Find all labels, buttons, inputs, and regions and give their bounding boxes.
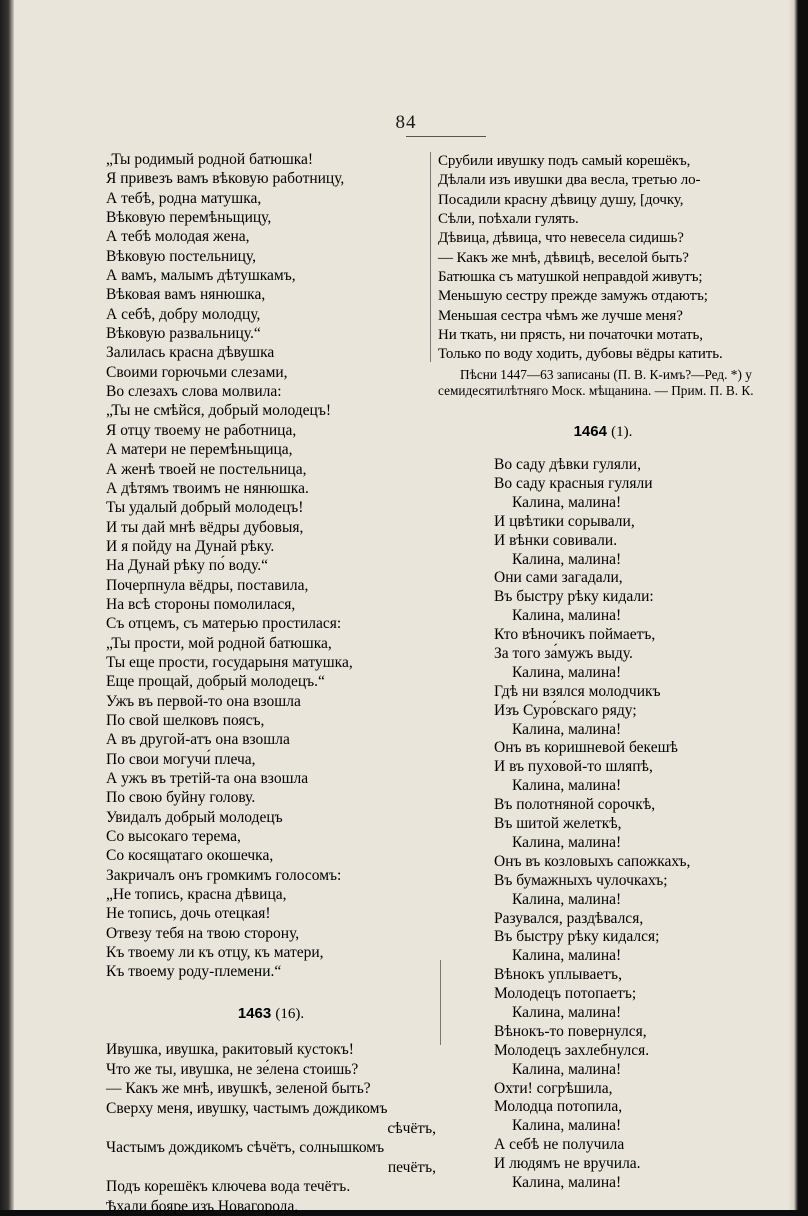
verse-line: Охти! согрѣшила, bbox=[494, 1079, 613, 1097]
verse-line: Въ быстру рѣку кидался; bbox=[494, 928, 660, 946]
verse-line: Молодецъ захлебнулся. bbox=[494, 1041, 650, 1059]
refrain-line: Калина, малина! bbox=[512, 493, 622, 511]
header-rule bbox=[406, 136, 486, 137]
refrain-line: Калина, малина! bbox=[512, 663, 622, 681]
refrain-line: Калина, малина! bbox=[512, 777, 622, 795]
left-column bbox=[106, 150, 441, 1216]
verse-line: А дѣтямъ твоимъ не нянюшка. bbox=[106, 479, 309, 497]
verse-line: И цвѣтики сорывали, bbox=[494, 512, 635, 530]
verse-line: И людямъ не вручила. bbox=[494, 1155, 641, 1173]
verse-line: Въ шитой желеткѣ, bbox=[494, 815, 622, 833]
verse-line: Частымъ дождикомъ сѣчётъ, солнышкомъ bbox=[106, 1139, 385, 1157]
page-number: 84 bbox=[395, 112, 417, 133]
refrain-line: Калина, малина! bbox=[512, 1173, 622, 1191]
verse-line: Кто вѣночикъ поймаетъ, bbox=[494, 626, 656, 644]
verse-line: Подъ корешёкъ ключева вода течётъ. bbox=[106, 1178, 351, 1196]
verse-line: — Какъ же мнѣ, дѣвицѣ, веселой быть? bbox=[438, 249, 689, 266]
verse-line: Сѣли, поѣхали гулять. bbox=[438, 211, 579, 228]
verse-line: Во саду красныя гуляли bbox=[494, 475, 653, 493]
verse-line: Вѣковую постельницу, bbox=[106, 247, 256, 265]
verse-line: Въ полотняной сорочкѣ, bbox=[494, 796, 656, 814]
verse-line: Въ бумажныхъ чулочкахъ; bbox=[494, 871, 668, 889]
verse-line: Онъ въ козловыхъ сапожкахъ, bbox=[494, 852, 691, 870]
verse-line: А тебѣ молодая жена, bbox=[106, 228, 250, 246]
verse-line: Молодецъ потопаетъ; bbox=[494, 985, 637, 1003]
verse-line: Ни ткать, ни прясть, ни початочки мотать, bbox=[438, 327, 703, 344]
verse-line: Меньшая сестра чѣмъ же лучше меня? bbox=[438, 307, 683, 324]
verse-line: Увидалъ добрый молодецъ bbox=[106, 808, 283, 826]
page-edge bbox=[788, 0, 798, 1210]
refrain-line: Калина, малина! bbox=[512, 1003, 622, 1021]
refrain-line: Калина, малина! bbox=[512, 607, 622, 625]
verse-line: „Ты родимый родной батюшка! bbox=[106, 151, 314, 168]
verse-line: Не топись, дочь отецкая! bbox=[106, 905, 271, 923]
verse-line: На Дунай рѣку по́ воду.“ bbox=[106, 557, 268, 575]
right-column bbox=[438, 152, 778, 1193]
verse-line: Къ твоему ли къ отцу, къ матери, bbox=[106, 944, 324, 962]
verse-line: Своими горючьми слезами, bbox=[106, 363, 288, 381]
verse-line: А ужъ въ третій-та она взошла bbox=[106, 770, 309, 787]
verse-line: Вѣнокъ уплываетъ, bbox=[494, 966, 622, 984]
verse-line: Отвезу тебя на твою сторону, bbox=[106, 924, 300, 942]
verse-line-continuation: печётъ, bbox=[387, 1158, 436, 1176]
verse-line: Онъ въ коришневой бекешѣ bbox=[494, 739, 678, 757]
refrain-line: Калина, малина! bbox=[512, 890, 622, 908]
song-1463 bbox=[106, 1040, 441, 1216]
verse-line: — Какъ же мнѣ, ивушкѣ, зеленой быть? bbox=[106, 1080, 371, 1098]
verse-line: Закричалъ онъ громкимъ голосомъ: bbox=[106, 866, 342, 884]
verse-line: Ты еще прости, государыня матушка, bbox=[106, 653, 353, 671]
verse-line: На всѣ стороны помолилася, bbox=[106, 595, 296, 613]
verse-line: Со высокаго терема, bbox=[106, 828, 241, 846]
verse-line: Срубили ивушку подъ самый корешёкъ, bbox=[438, 153, 691, 169]
verse-line: Дѣлали изъ ивушки два весла, третью ло- bbox=[438, 172, 701, 189]
verse-line: И въ пуховой-то шляпѣ, bbox=[494, 758, 653, 776]
verse-line: „Ты прости, мой родной батюшка, bbox=[106, 634, 332, 652]
song-variant-count: (16). bbox=[275, 1005, 305, 1022]
editor-note: Пѣсни 1447—63 записаны (П. В. К-имъ?—Ред. *) у семидесятилѣтняго Моск. мѣщанина. — Прим. П. В. К. bbox=[438, 366, 754, 399]
verse-line: Вѣковую развальницу.“ bbox=[106, 325, 261, 343]
verse-line: Къ твоему роду-племени.“ bbox=[106, 963, 282, 981]
verse-line: Гдѣ ни взялся молодчикъ bbox=[494, 682, 661, 700]
song-number: 1463 bbox=[237, 1004, 272, 1022]
verse-line: Вѣковая вамъ нянюшка, bbox=[106, 286, 266, 304]
verse-line: Во слезахъ слова молвила: bbox=[106, 383, 282, 401]
verse-line: А въ другой-атъ она взошла bbox=[106, 731, 290, 749]
book-binding bbox=[0, 0, 14, 1210]
verse-line: А тебѣ, родна матушка, bbox=[106, 189, 262, 207]
song-variant-count: (1). bbox=[611, 423, 633, 440]
song-number: 1464 bbox=[573, 422, 607, 440]
verse-line: За того за́мужъ выду. bbox=[494, 645, 633, 663]
verse-line: А себѣ, добру молодцу, bbox=[106, 305, 261, 323]
verse-line: Что же ты, ивушка, не зе́лена стоишь? bbox=[106, 1060, 359, 1078]
verse-line: Ты удалый добрый молодецъ! bbox=[106, 499, 304, 517]
verse-line: Я привезъ вамъ вѣковую работницу, bbox=[106, 170, 345, 188]
verse-line: Еще прощай, добрый молодецъ.“ bbox=[106, 673, 325, 691]
verse-line: Со косящатаго окошечка, bbox=[106, 847, 274, 865]
verse-line: И ты дай мнѣ вёдры дубовыя, bbox=[106, 518, 304, 536]
verse-line: Вѣковую перемѣньщицу, bbox=[106, 209, 272, 227]
song-heading-1464 bbox=[438, 422, 768, 442]
refrain-line: Калина, малина! bbox=[512, 720, 622, 738]
verse-line: Меньшую сестру прежде замужъ отдаютъ; bbox=[438, 288, 708, 305]
column-divider bbox=[430, 152, 431, 362]
refrain-line: Калина, малина! bbox=[512, 1117, 622, 1135]
verse-line: Разувался, раздѣвался, bbox=[494, 909, 644, 927]
verse-line: А вамъ, малымъ дѣтушкамъ, bbox=[106, 267, 296, 285]
verse-line: Посадили красну дѣвицу душу, [дочку, bbox=[438, 191, 684, 208]
verse-line-continuation: сѣчётъ, bbox=[387, 1119, 436, 1137]
verse-line: Батюшка съ матушкой неправдой живутъ; bbox=[438, 269, 703, 286]
verse-line: Только по воду ходить, дубовы вёдры катить. bbox=[438, 346, 723, 363]
verse-line: Они сами загадали, bbox=[494, 569, 623, 587]
verse-line: Ужъ въ первой-то она взошла bbox=[106, 692, 301, 710]
verse-line: Вѣнокъ-то повернулся, bbox=[494, 1022, 647, 1040]
verse-line: Залилась красна дѣвушка bbox=[106, 344, 275, 362]
verse-line: По свой шелковъ поясъ, bbox=[106, 711, 265, 729]
verse-line: И я пойду на Дунай рѣку. bbox=[106, 537, 275, 555]
verse-line: Съ отцемъ, съ матерью простилася: bbox=[106, 615, 342, 633]
refrain-line: Калина, малина! bbox=[512, 833, 622, 851]
refrain-line: Калина, малина! bbox=[512, 947, 622, 965]
verse-line: А себѣ не получила bbox=[494, 1136, 625, 1154]
verse-line: „Не топись, красна дѣвица, bbox=[106, 886, 287, 904]
verse-line: Изъ Суро́вскаго ряду; bbox=[494, 701, 637, 719]
song-heading-1463 bbox=[106, 1004, 436, 1024]
verse-line: Сверху меня, ивушку, частымъ дождикомъ bbox=[106, 1099, 388, 1117]
verse-line: И вѣнки совивали. bbox=[494, 531, 618, 549]
verse-line: Во саду дѣвки гуляли, bbox=[494, 456, 641, 474]
verse-line: Почерпнула вёдры, поставила, bbox=[106, 576, 309, 594]
verse-line: Ивушка, ивушка, ракитовый кустокъ! bbox=[106, 1041, 354, 1059]
verse-line: Молодца потопила, bbox=[494, 1098, 623, 1116]
verse-line: По свою буйну голову. bbox=[106, 789, 256, 807]
refrain-line: Калина, малина! bbox=[512, 1060, 622, 1078]
verse-line: А матери не перемѣньщица, bbox=[106, 441, 293, 459]
verse-line: Ѣхали бояре изъ Новагорода, bbox=[106, 1197, 299, 1215]
verse-line: Въ быстру рѣку кидали: bbox=[494, 588, 654, 606]
verse-line: Дѣвица, дѣвица, что невесела сидишь? bbox=[438, 230, 684, 247]
verse-line: „Ты не смѣйся, добрый молодецъ! bbox=[106, 402, 332, 420]
refrain-line: Калина, малина! bbox=[512, 550, 622, 568]
verse-line: А женѣ твоей не постельница, bbox=[106, 460, 307, 478]
verse-line: Я отцу твоему не работница, bbox=[106, 421, 297, 439]
verse-line: По свои могучи́ плеча, bbox=[106, 750, 256, 768]
